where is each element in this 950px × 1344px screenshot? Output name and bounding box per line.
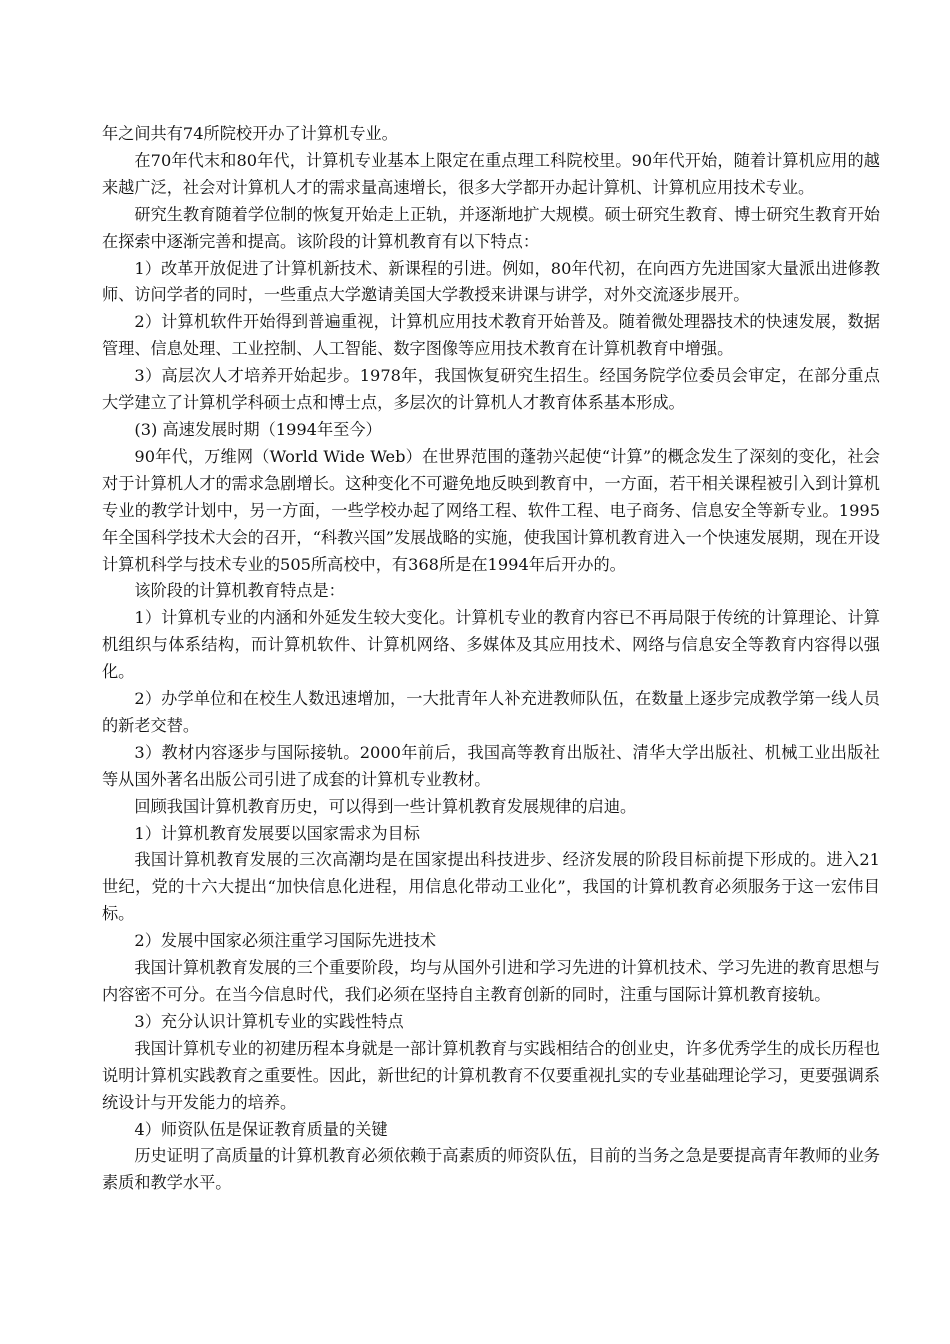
subheading-3: 3）充分认识计算机专业的实践性特点 xyxy=(134,1011,404,1031)
list-item-1: 1）改革开放促进了计算机新技术、新课程的引进。例如，80年代初，在向西方先进国家大量派出进修教师、访问学者的同时，一些重点大学邀请美国大学教授来讲课与讲学，对外交流逐步展开。 xyxy=(102,258,880,305)
list-item-6: 3）教材内容逐步与国际接轨。2000年前后，我国高等教育出版社、清华大学出版社、机械工业出版社等从国外著名出版公司引进了成套的计算机专业教材。 xyxy=(102,742,880,789)
paragraph-5: 该阶段的计算机教育特点是： xyxy=(134,581,345,601)
subheading-1: 1）计算机教育发展要以国家需求为目标 xyxy=(134,823,420,843)
paragraph-8: 我国计算机教育发展的三个重要阶段，均与从国外引进和学习先进的计算机技术、学习先进的教育思想与内容密不可分。在当今信息时代，我们必须在坚持自主教育创新的同时，注重与国际计算机教育接轨。 xyxy=(102,958,880,1004)
section-heading-3: (3) 高速发展时期（1994年至今） xyxy=(134,419,382,439)
document-page xyxy=(102,121,880,1197)
paragraph-6: 回顾我国计算机教育历史，可以得到一些计算机教育发展规律的启迪。 xyxy=(134,796,637,816)
paragraph-9: 我国计算机专业的初建历程本身就是一部计算机教育与实践相结合的创业史，许多优秀学生的成长历程也说明计算机实践教育之重要性。因此，新世纪的计算机教育不仅要重视扎实的专业基础理论学习，更要强调系统设计与开发能力的培养。 xyxy=(102,1038,880,1112)
paragraph-10: 历史证明了高质量的计算机教育必须依赖于高素质的师资队伍，目前的当务之急是要提高青年教师的业务素质和教学水平。 xyxy=(102,1146,880,1193)
paragraph-3: 研究生教育随着学位制的恢复开始走上正轨，并逐渐地扩大规模。硕士研究生教育、博士研究生教育开始在探索中逐渐完善和提高。该阶段的计算机教育有以下特点： xyxy=(102,204,880,251)
paragraph-7: 我国计算机教育发展的三次高潮均是在国家提出科技进步、经济发展的阶段目标前提下形成的。进入21世纪，党的十六大提出“加快信息化进程，用信息化带动工业化”，我国的计算机教育必须服务于这一宏伟目标。 xyxy=(102,850,880,924)
paragraph-1: 年之间共有74所院校开办了计算机专业。 xyxy=(102,124,398,143)
list-item-4: 1）计算机专业的内涵和外延发生较大变化。计算机专业的教育内容已不再局限于传统的计算理论、计算机组织与体系结构，而计算机软件、计算机网络、多媒体及其应用技术、网络与信息安全等教育内容得以强化。 xyxy=(102,608,880,682)
list-item-2: 2）计算机软件开始得到普遍重视，计算机应用技术教育开始普及。随着微处理器技术的快速发展，数据管理、信息处理、工业控制、人工智能、数字图像等应用技术教育在计算机教育中增强。 xyxy=(102,312,880,359)
paragraph-4: 90年代，万维网（World Wide Web）在世界范围的蓬勃兴起使“计算”的概念发生了深刻的变化，社会对于计算机人才的需求急剧增长。这种变化不可避免地反映到教育中，一方面，若干相关课程被引入到计算机专业的教学计划中，另一方面，一些学校办起了网络工程、软件工程、电子商务、信息安全等新专业。1995年全国科学技术大会的召开，“科教兴国”发展战略的实施，使我国计算机教育进入一个快速发展期，现在开设计算机科学与技术专业的505所高校中，有368所是在1994年后开办的。 xyxy=(102,446,880,574)
list-item-3: 3）高层次人才培养开始起步。1978年，我国恢复研究生招生。经国务院学位委员会审定，在部分重点大学建立了计算机学科硕士点和博士点，多层次的计算机人才教育体系基本形成。 xyxy=(102,366,880,413)
paragraph-2: 在70年代末和80年代，计算机专业基本上限定在重点理工科院校里。90年代开始，随着计算机应用的越来越广泛，社会对计算机人才的需求量高速增长，很多大学都开办起计算机、计算机应用技术专业。 xyxy=(102,150,880,197)
subheading-4: 4）师资队伍是保证教育质量的关键 xyxy=(134,1119,388,1139)
subheading-2: 2）发展中国家必须注重学习国际先进技术 xyxy=(134,931,437,951)
list-item-5: 2）办学单位和在校生人数迅速增加，一大批青年人补充进教师队伍，在数量上逐步完成教学第一线人员的新老交替。 xyxy=(102,689,880,735)
